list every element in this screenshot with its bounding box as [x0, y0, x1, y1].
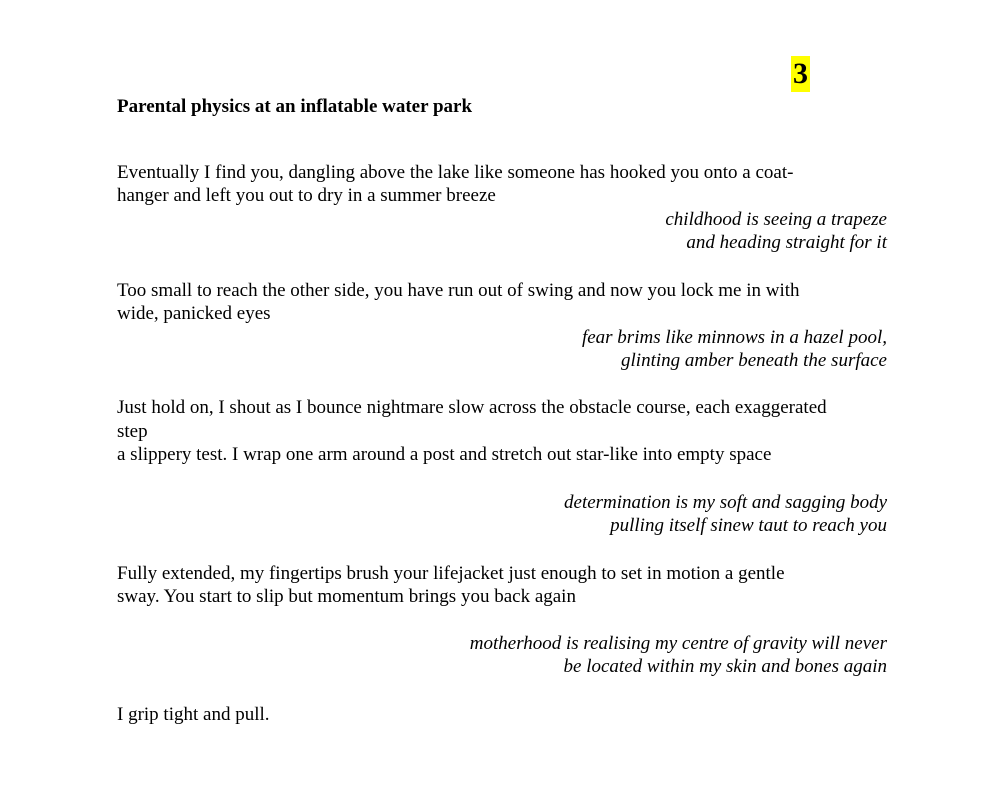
- stanza-4-line-2: sway. You start to slip but momentum brings you back again: [117, 586, 576, 607]
- stanza-1-line-1: Eventually I find you, dangling above the lake like someone has hooked you onto a coat-: [117, 162, 794, 183]
- stanza-1-aside-1: childhood is seeing a trapeze: [665, 209, 887, 230]
- poem-title: Parental physics at an inflatable water park: [117, 96, 473, 117]
- stanza-2-aside-1: fear brims like minnows in a hazel pool,: [581, 327, 887, 348]
- stanza-3-line-3: a slippery test. I wrap one arm around a post and stretch out star-like into empty space: [117, 444, 772, 465]
- stanza-4-aside-2: be located within my skin and bones again: [563, 656, 887, 677]
- stanza-2-line-1: Too small to reach the other side, you have run out of swing and now you lock me in with: [117, 280, 800, 301]
- stanza-5-line-1: I grip tight and pull.: [117, 704, 270, 725]
- stanza-1-aside-2: and heading straight for it: [686, 232, 887, 253]
- stanza-3-line-1: Just hold on, I shout as I bounce nightmare slow across the obstacle course, each exaggerated: [117, 397, 827, 418]
- page-number: 3: [793, 57, 808, 90]
- stanza-1-line-2: hanger and left you out to dry in a summer breeze: [117, 185, 496, 206]
- stanza-3-aside-1: determination is my soft and sagging body: [564, 492, 887, 513]
- stanza-3-line-2: step: [117, 421, 148, 442]
- stanza-3-aside-2: pulling itself sinew taut to reach you: [610, 515, 887, 536]
- stanza-4-aside-1: motherhood is realising my centre of gravity will never: [469, 633, 887, 654]
- stanza-2-aside-2: glinting amber beneath the surface: [621, 350, 887, 371]
- stanza-4-line-1: Fully extended, my fingertips brush your lifejacket just enough to set in motion a gentle: [117, 563, 785, 584]
- stanza-2-line-2: wide, panicked eyes: [117, 303, 271, 324]
